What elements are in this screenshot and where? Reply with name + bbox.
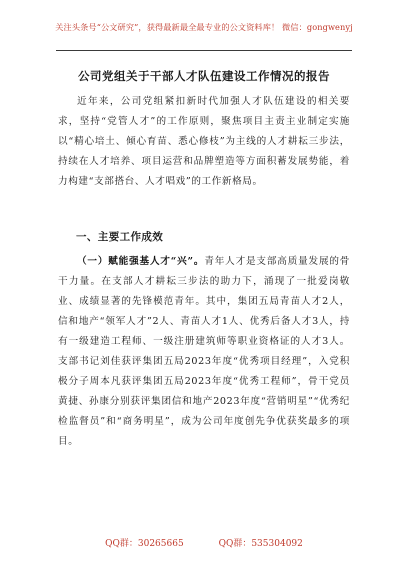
intro-paragraph: 近年来，公司党组紧扣新时代加强人才队伍建设的相关要求，坚持“党管人才”的工作原则，聚焦项目主责主业制定实施以“精心培土、倾心育苗、悉心修枝”为主线的人才耕耘三步法，持续在人才培养、项目运营和品牌塑造等方面积蓄发展势能，着力构建“支部搭台、人才唱戏”的工作新格局。 (58, 96, 350, 187)
section-heading: 一、主要工作成效 (76, 231, 164, 243)
header-divider (56, 50, 352, 51)
document-title: 公司党组关于干部人才队伍建设工作情况的报告 (78, 69, 330, 83)
subsection-paragraph (58, 252, 350, 452)
subsection-body: 青年人才是支部高质量发展的骨干力量。在支部人才耕耘三步法的助力下，涌现了一批爱岗敬业、成绩显著的先锋模范青年。其中，集团五局青苗人才2人，信和地产“领军人才”2人、青苗人才1人、优秀后备人才3人，持有一级建造工程师、一级注册建筑师等职业资格证的人才3人。支部书记刘佳获评集团五局2023年度“优秀项目经理”，入党积极分子周本凡获评集团五局2023年度“优秀工程师”，骨干党员黄捷、孙康分别获评集团信和地产2023年度“营销明星”“优秀纪检监督员”和“商务明星”，成为公司年度创先争优获奖最多的项目。 (58, 256, 350, 447)
footer-qq-group-2: QQ群：535304092 (218, 539, 303, 549)
header-banner: 关注头条号“公文研究”，获得最新最全最专业的公文资料库！ 微信：gongwenyj (55, 22, 353, 32)
footer-qq-group-1: QQ群：30265665 (105, 539, 184, 549)
footer (0, 536, 408, 549)
subsection-lead: （一）赋能强基人才“兴”。 (77, 256, 205, 267)
